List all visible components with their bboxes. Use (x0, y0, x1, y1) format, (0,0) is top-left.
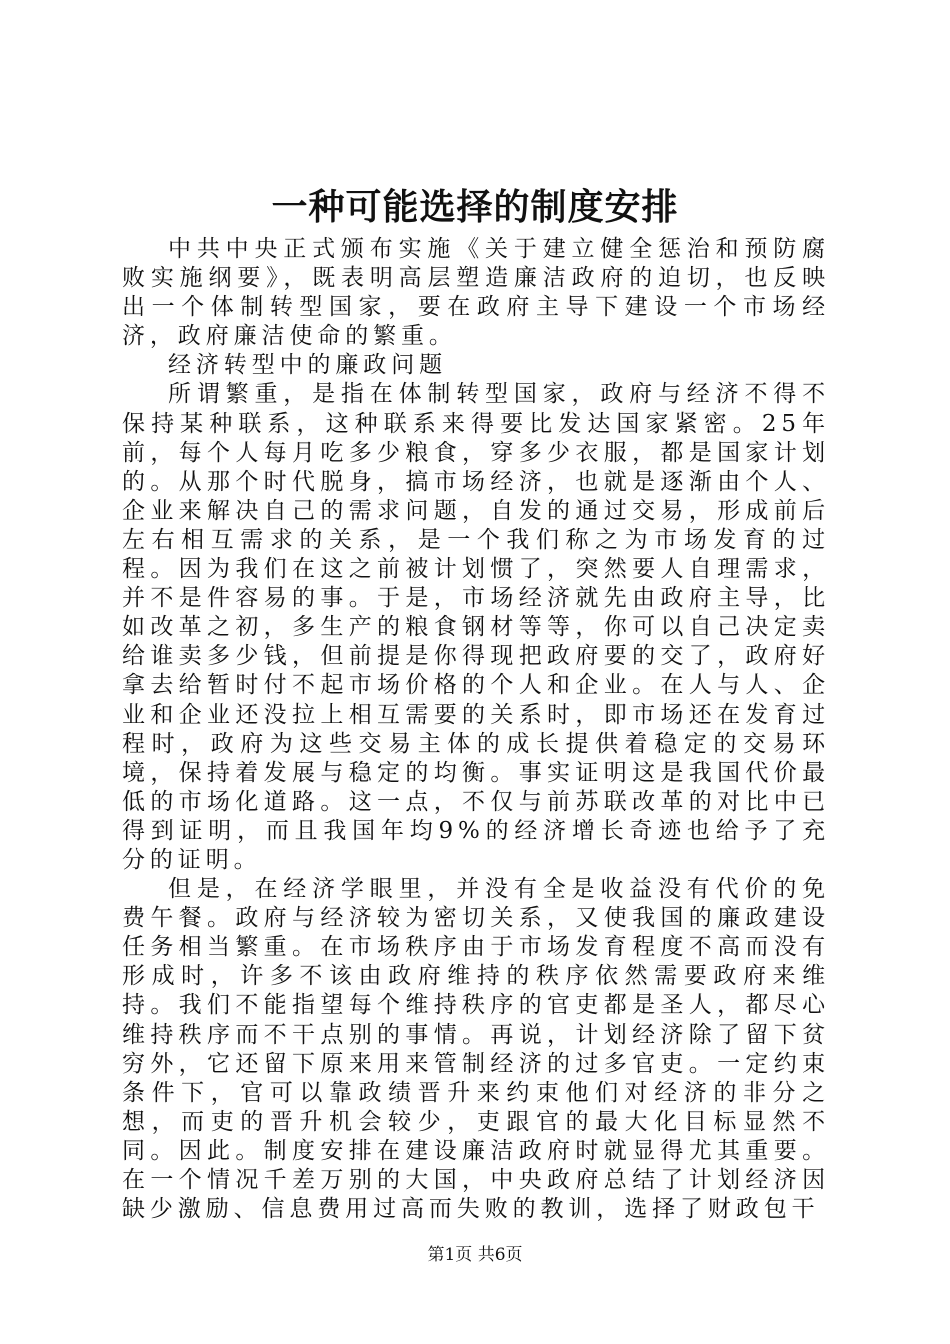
document-title: 一种可能选择的制度安排 (271, 186, 679, 228)
page-footer: 第1页 共6页 (427, 1245, 523, 1265)
paragraph-intro: 中共中央正式颁布实施《关于建立健全惩治和预防腐败实施纲要》，既表明高层塑造廉洁政府的迫切，也反映出一个体制转型国家，要在政府主导下建设一个市场经济，政府廉洁使命的繁重。 (122, 236, 830, 350)
paragraph-burden: 所谓繁重，是指在体制转型国家，政府与经济不得不保持某种联系，这种联系来得要比发达国家紧密。25年前，每个人每月吃多少粮食，穿多少衣服，都是国家计划的。从那个时代脱身，搞市场经济，也就是逐渐由个人、企业来解决自己的需求问题，自发的通过交易，形成前后左右相互需求的关系，是一个我们称之为市场发育的过程。因为我们在这之前被计划惯了，突然要人自理需求，并不是件容易的事。于是，市场经济就先由政府主导，比如改革之初，多生产的粮食钢材等等，你可以自己决定卖给谁卖多少钱，但前提是你得现把政府要的交了，政府好拿去给暂时付不起市场价格的个人和企业。在人与人、企业和企业还没拉上相互需要的关系时，即市场还在发育过程时，政府为这些交易主体的成长提供着稳定的交易环境，保持着发展与稳定的均衡。事实证明这是我国代价最低的市场化道路。这一点，不仅与前苏联改革的对比中已得到证明，而且我国年均9%的经济增长奇迹也给予了充分的证明。 (122, 381, 830, 873)
section-heading: 经济转型中的廉政问题 (168, 352, 447, 379)
document-body (122, 235, 830, 1224)
paragraph-cost: 但是，在经济学眼里，并没有全是收益没有代价的免费午餐。政府与经济较为密切关系，又使我国的廉政建设任务相当繁重。在市场秩序由于市场发育程度不高而没有形成时，许多不该由政府维持的秩序依然需要政府来维持。我们不能指望每个维持秩序的官吏都是圣人，都尽心维持秩序而不干点别的事情。再说，计划经济除了留下贫穷外，它还留下原来用来管制经济的过多官吏。一定约束条件下，官可以靠政绩晋升来约束他们对经济的非分之想，而吏的晋升机会较少，吏跟官的最大化目标显然不同。因此。制度安排在建设廉洁政府时就显得尤其重要。在一个情况千差万别的大国，中央政府总结了计划经济因缺少激励、信息费用过高而失败的教训，选择了财政包干 (122, 876, 830, 1223)
